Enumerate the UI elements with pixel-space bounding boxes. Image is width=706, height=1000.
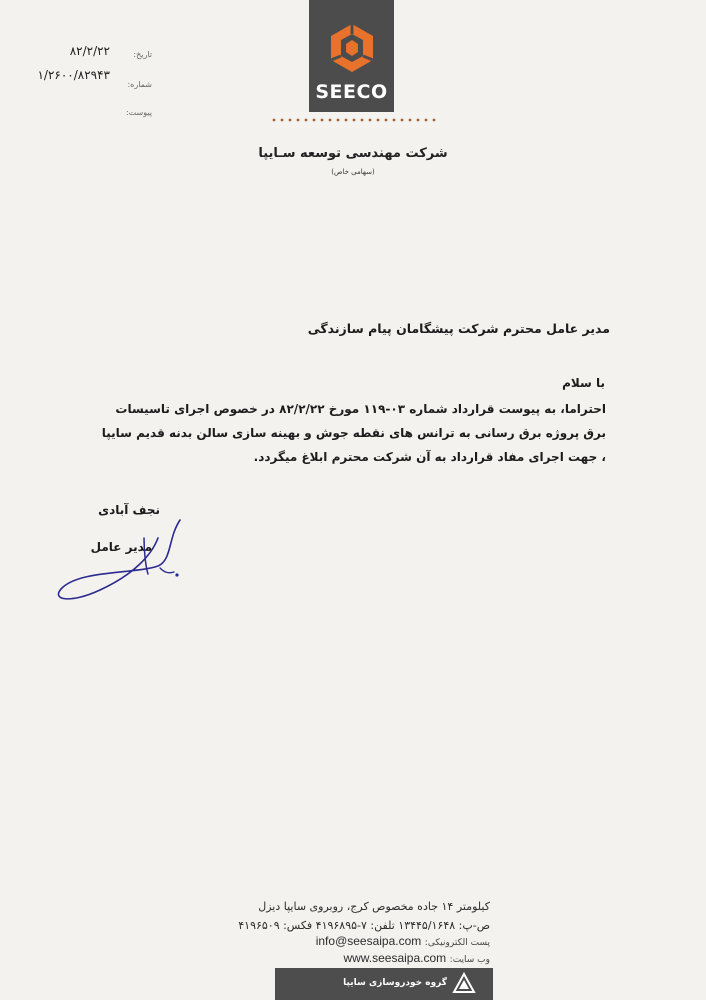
footer-email-row <box>200 934 490 948</box>
greeting: با سلام <box>562 376 605 390</box>
group-footer-bar <box>275 968 493 1000</box>
company-logo <box>309 0 394 112</box>
company-subtitle: (سهامی خاص) <box>331 168 375 176</box>
dotted-divider <box>270 118 438 122</box>
signatory-title: مدیر عامل <box>90 540 152 554</box>
website-link[interactable]: www.seesaipa.com <box>343 951 447 965</box>
footer-phone-fax: ص-پ: ۱۳۴۴۵/۱۶۴۸ تلفن: ۷-۴۱۹۶۸۹۵ فکس: ۴۱۹۶۵۰۹ <box>238 919 490 932</box>
email-address[interactable]: info@seesaipa.com <box>315 934 422 948</box>
footer-address: کیلومتر ۱۴ جاده مخصوص کرج، روبروی سایپا دیزل <box>258 900 490 913</box>
email-label: پست الکترونیکی: <box>424 938 490 948</box>
website-label: وب سایت: <box>449 955 490 965</box>
recipient-line: مدیر عامل محترم شرکت پیشگامان پیام سازندگی <box>307 321 610 336</box>
footer-website-row <box>200 951 490 965</box>
handwritten-signature <box>40 508 200 608</box>
group-name: گروه خودروسازی سایپا <box>343 978 447 988</box>
date-label: تاریخ: <box>133 50 152 59</box>
signatory-name: نجف آبادی <box>98 503 160 517</box>
letter-body: احتراما، به پیوست قرارداد شماره ۰۳-۱۱۹ مورخ ۸۲/۲/۲۲ در خصوص اجرای تاسیسات برق پروژه برق رسانی به ترانس های نقطه جوش و بهینه سازی سالن بدنه قدیم سایپا ، جهت اجرای مفاد قرارداد به آن شرکت محترم ابلاغ میگردد. <box>101 402 606 464</box>
date-value: ۸۲/۲/۲۲ <box>69 44 110 58</box>
brand-name: SEECO <box>315 81 388 103</box>
company-name: شرکت مهندسی توسعه سـایپا <box>258 146 448 161</box>
attachment-label: پیوست: <box>125 108 152 117</box>
number-value: ۱/۲۶۰۰/۸۲۹۴۳ <box>37 68 110 82</box>
saipa-logo-icon <box>451 972 477 996</box>
number-label: شماره: <box>127 80 152 89</box>
seeco-logo-icon <box>327 22 377 74</box>
